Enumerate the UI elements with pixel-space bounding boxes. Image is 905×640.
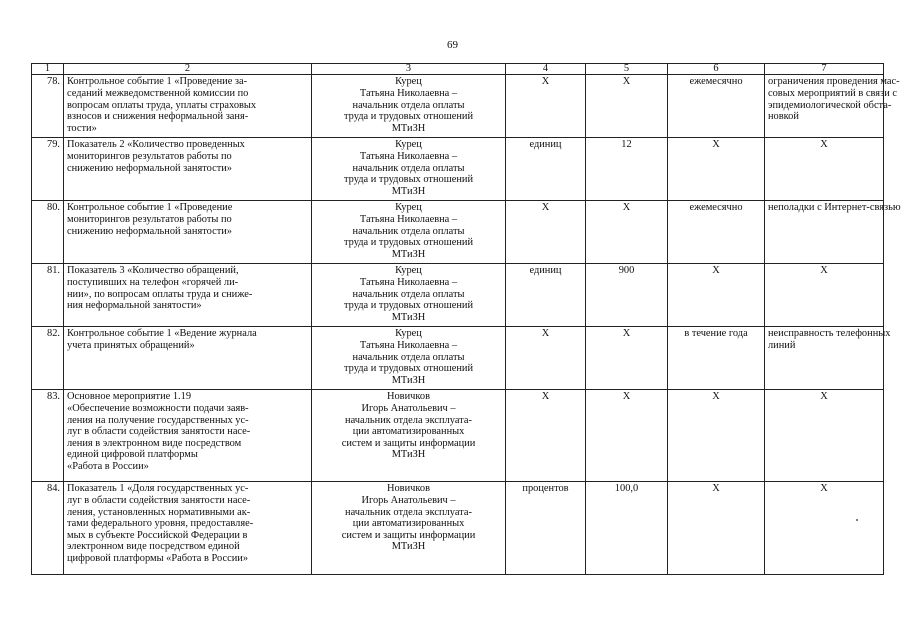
- unit-cell: Х: [506, 75, 586, 138]
- responsible-line: МТиЗН: [391, 185, 426, 197]
- value-cell: 900: [586, 264, 668, 327]
- responsible-cell: [312, 327, 506, 390]
- responsible-line: Курец: [395, 265, 422, 277]
- note-cell: [765, 264, 884, 327]
- unit-cell: Х: [506, 390, 586, 482]
- responsible-line: ции автоматизированных: [352, 426, 465, 438]
- event-name-line: Показатель 2 «Количество проведенных: [67, 139, 245, 151]
- responsible-line: начальник отдела оплаты: [352, 288, 465, 300]
- column-header-4: 4: [506, 64, 586, 75]
- page-number: 69: [447, 39, 458, 51]
- event-name-cell: [64, 138, 312, 201]
- event-name-line: Показатель 3 «Количество обращений,: [67, 265, 239, 277]
- event-name-cell: [64, 201, 312, 264]
- responsible-line: Новичков: [386, 391, 430, 403]
- event-name-line: Контрольное событие 1 «Ведение журнала: [67, 328, 257, 340]
- value-cell: 12: [586, 138, 668, 201]
- responsible-line: МТиЗН: [391, 248, 426, 260]
- responsible-line: начальник отдела оплаты: [352, 225, 465, 237]
- note-cell: [765, 138, 884, 201]
- responsible-line: труда и трудовых отношений: [344, 174, 473, 186]
- note-cell: [765, 75, 900, 138]
- note-line: эпидемиологической обста-: [768, 99, 892, 111]
- responsible-cell: [312, 75, 506, 138]
- responsible-line: МТиЗН: [391, 541, 426, 553]
- event-name-cell: [64, 264, 312, 327]
- scan-speck: [856, 519, 858, 521]
- note-line: Х: [820, 483, 828, 495]
- event-name-cell: [64, 327, 312, 390]
- value-cell: Х: [586, 390, 668, 482]
- event-name-line: нии», по вопросам оплаты труда и сниже-: [67, 288, 253, 300]
- column-header-2: 2: [64, 64, 312, 75]
- value-cell: Х: [586, 201, 668, 264]
- header-row: [32, 64, 884, 75]
- row-number: 81.: [32, 264, 64, 327]
- table-row: [32, 482, 884, 575]
- responsible-line: МТиЗН: [391, 374, 426, 386]
- note-line: ограничения проведения мас-: [768, 76, 900, 88]
- responsible-line: систем и защиты информации: [341, 529, 476, 541]
- note-line: неисправность телефонных: [768, 328, 891, 340]
- responsible-line: МТиЗН: [391, 122, 426, 134]
- responsible-line: Курец: [395, 328, 422, 340]
- responsible-line: начальник отдела оплаты: [352, 99, 465, 111]
- responsible-line: ции автоматизированных: [352, 518, 465, 530]
- responsible-line: МТиЗН: [391, 449, 426, 461]
- responsible-line: начальник отдела эксплуата-: [345, 414, 472, 426]
- event-name-line: поступивших на телефон «горячей ли-: [67, 276, 239, 288]
- period-cell: Х: [668, 264, 765, 327]
- event-name-line: единой цифровой платформы: [67, 449, 198, 461]
- responsible-cell: [312, 482, 506, 575]
- note-line: новкой: [768, 111, 799, 123]
- row-number: 78.: [32, 75, 64, 138]
- unit-cell: процентов: [506, 482, 586, 575]
- event-name-cell: [64, 482, 312, 575]
- responsible-line: труда и трудовых отношений: [344, 111, 473, 123]
- responsible-line: Татьяна Николаевна –: [359, 213, 458, 225]
- responsible-line: труда и трудовых отношений: [344, 300, 473, 312]
- period-cell: Х: [668, 390, 765, 482]
- row-number: 84.: [32, 482, 64, 575]
- report-table: [31, 63, 901, 575]
- responsible-line: Игорь Анатольевич –: [361, 402, 456, 414]
- period-cell: ежемесячно: [668, 75, 765, 138]
- column-header-1: 1: [32, 64, 64, 75]
- responsible-line: Курец: [395, 76, 422, 88]
- period-cell: ежемесячно: [668, 201, 765, 264]
- row-number: 83.: [32, 390, 64, 482]
- responsible-line: систем и защиты информации: [341, 437, 476, 449]
- period-cell: Х: [668, 482, 765, 575]
- table-row: [32, 264, 884, 327]
- period-cell: Х: [668, 138, 765, 201]
- note-cell: [765, 482, 884, 575]
- responsible-line: начальник отдела эксплуата-: [345, 506, 472, 518]
- column-header-5: 5: [586, 64, 668, 75]
- event-name-line: вопросам оплаты труда, уплаты страховых: [67, 99, 257, 111]
- event-name-line: Основное мероприятие 1.19: [67, 391, 192, 403]
- note-line: линий: [768, 339, 796, 351]
- responsible-line: Татьяна Николаевна –: [359, 339, 458, 351]
- responsible-cell: [312, 138, 506, 201]
- event-name-line: ления в электронном виде посредством: [67, 437, 242, 449]
- table-row: [32, 201, 884, 264]
- responsible-line: труда и трудовых отношений: [344, 237, 473, 249]
- event-name-line: тами федерального уровня, предоставляе-: [67, 518, 254, 530]
- event-name-line: снижению неформальной занятости»: [67, 162, 233, 174]
- note-line: неполадки с Интернет-связью: [768, 202, 901, 214]
- responsible-line: Татьяна Николаевна –: [359, 87, 458, 99]
- responsible-line: Игорь Анатольевич –: [361, 494, 456, 506]
- responsible-line: начальник отдела оплаты: [352, 351, 465, 363]
- note-cell: [765, 327, 891, 390]
- event-name-line: ния неформальной занятости»: [67, 300, 202, 312]
- event-name-line: Показатель 1 «Доля государственных ус-: [67, 483, 249, 495]
- period-cell: в течение года: [668, 327, 765, 390]
- unit-cell: единиц: [506, 138, 586, 201]
- event-name-line: учета принятых обращений»: [67, 339, 195, 351]
- event-name-line: ления на получение государственных ус-: [67, 414, 249, 426]
- table-row: [32, 390, 884, 482]
- event-name-line: взносов и снижения неформальной заня-: [67, 111, 249, 123]
- value-cell: Х: [586, 327, 668, 390]
- responsible-line: Татьяна Николаевна –: [359, 150, 458, 162]
- event-name-line: мых в субъекте Российской Федерации в: [67, 529, 248, 541]
- row-number: 82.: [32, 327, 64, 390]
- responsible-line: Курец: [395, 139, 422, 151]
- event-name-cell: [64, 390, 312, 482]
- table-row: [32, 327, 884, 390]
- event-name-line: тости»: [67, 122, 97, 134]
- table-row: [32, 138, 884, 201]
- event-name-cell: [64, 75, 312, 138]
- event-name-line: «Обеспечение возможности подачи заяв-: [67, 402, 249, 414]
- responsible-line: МТиЗН: [391, 311, 426, 323]
- unit-cell: Х: [506, 327, 586, 390]
- event-name-line: Контрольное событие 1 «Проведение: [67, 202, 233, 214]
- event-name-line: «Работа в России»: [67, 460, 149, 472]
- value-cell: Х: [586, 75, 668, 138]
- column-header-6: 6: [668, 64, 765, 75]
- event-name-line: Контрольное событие 1 «Проведение за-: [67, 76, 248, 88]
- event-name-line: снижению неформальной занятости»: [67, 225, 233, 237]
- note-line: Х: [820, 139, 828, 151]
- event-name-line: луг в области содействия занятости насе-: [67, 426, 251, 438]
- note-line: Х: [820, 265, 828, 277]
- responsible-line: Новичков: [386, 483, 430, 495]
- table-body: [32, 75, 901, 575]
- column-header-3: 3: [312, 64, 506, 75]
- event-name-line: мониторингов результатов работы по: [67, 213, 232, 225]
- responsible-line: Татьяна Николаевна –: [359, 276, 458, 288]
- value-cell: 100,0: [586, 482, 668, 575]
- row-number: 79.: [32, 138, 64, 201]
- responsible-line: Курец: [395, 202, 422, 214]
- responsible-line: начальник отдела оплаты: [352, 162, 465, 174]
- event-name-line: седаний межведомственной комиссии по: [67, 87, 249, 99]
- unit-cell: единиц: [506, 264, 586, 327]
- event-name-line: электронном виде посредством единой: [67, 541, 240, 553]
- note-cell: [765, 201, 901, 264]
- event-name-line: ления, установленных нормативными ак-: [67, 506, 251, 518]
- note-line: Х: [820, 391, 828, 403]
- note-cell: [765, 390, 884, 482]
- event-name-line: мониторингов результатов работы по: [67, 150, 232, 162]
- row-number: 80.: [32, 201, 64, 264]
- table-row: [32, 75, 884, 138]
- responsible-line: труда и трудовых отношений: [344, 363, 473, 375]
- unit-cell: Х: [506, 201, 586, 264]
- note-line: совых мероприятий в связи с: [768, 87, 897, 99]
- column-header-7: 7: [765, 64, 884, 75]
- event-name-line: цифровой платформы «Работа в России»: [67, 552, 249, 564]
- responsible-cell: [312, 201, 506, 264]
- responsible-cell: [312, 390, 506, 482]
- responsible-cell: [312, 264, 506, 327]
- event-name-line: луг в области содействия занятости насе-: [67, 494, 251, 506]
